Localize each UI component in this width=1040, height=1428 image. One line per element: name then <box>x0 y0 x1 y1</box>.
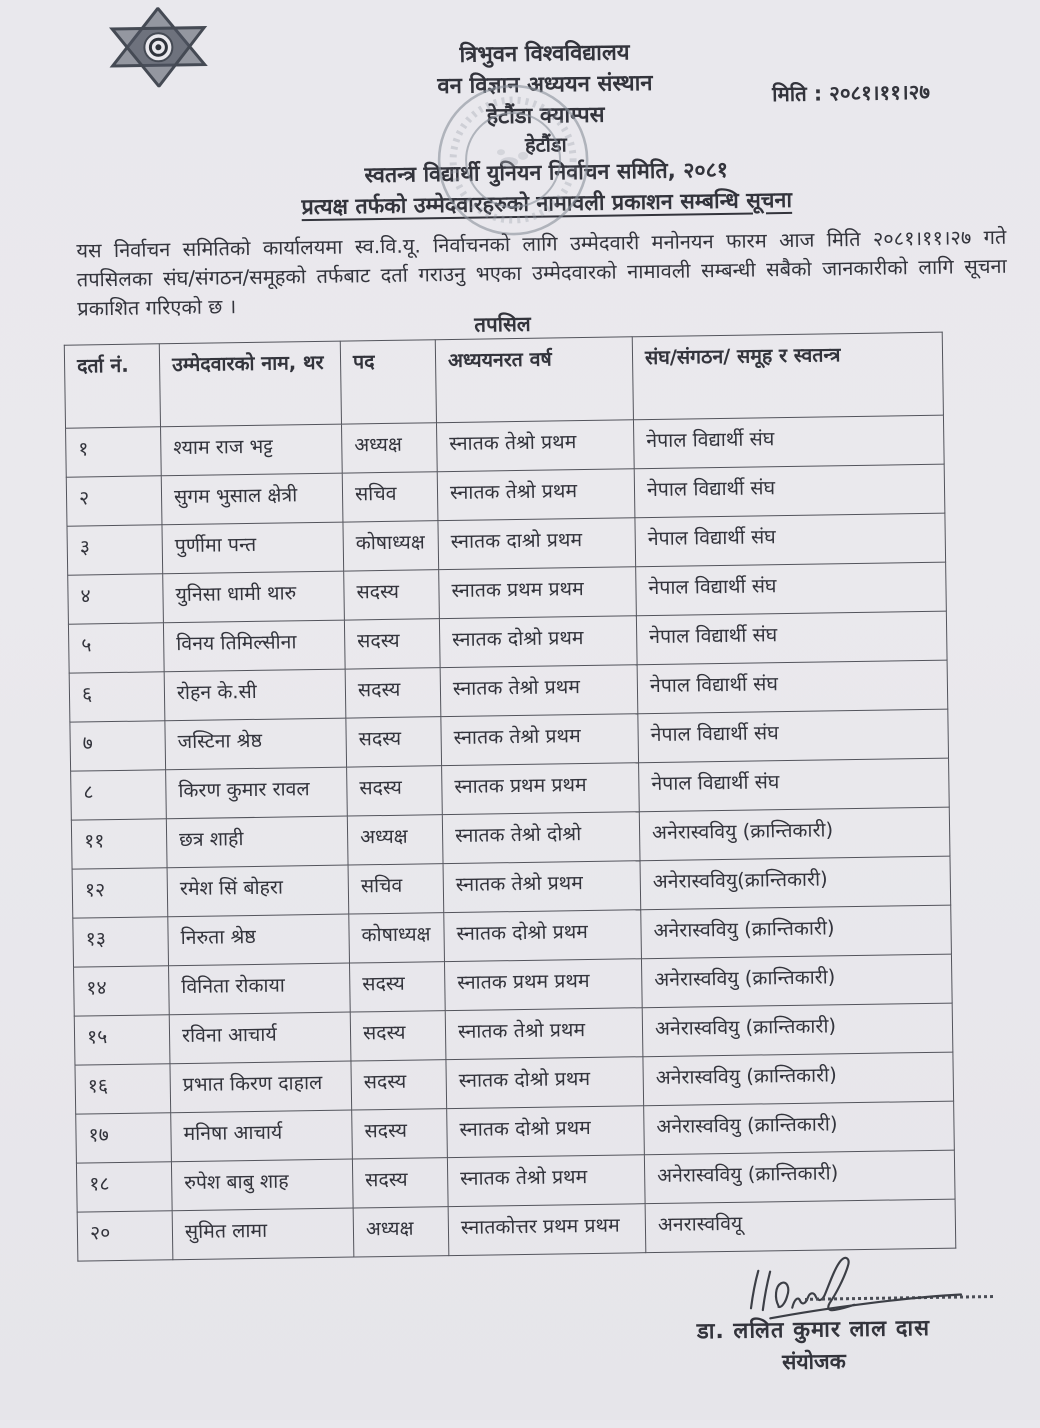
table-cell: १२ <box>72 868 168 918</box>
table-cell: ७ <box>70 721 166 771</box>
table-cell: स्नातक तेश्रो प्रथम <box>437 469 635 521</box>
table-cell: सुगम भुसाल क्षेत्री <box>161 473 343 525</box>
table-cell: अध्यक्ष <box>341 423 437 473</box>
table-cell: नेपाल विद्यार्थी संघ <box>633 415 944 469</box>
table-cell: अध्यक्ष <box>353 1207 449 1257</box>
table-cell: मनिषा आचार्य <box>171 1110 353 1162</box>
university-name: त्रिभुवन विश्वविद्यालय <box>459 40 630 68</box>
table-cell: सदस्य <box>349 962 445 1012</box>
table-cell: सदस्य <box>344 570 440 620</box>
column-header: पद <box>340 340 436 424</box>
table-cell: युनिसा धामी थारु <box>163 571 345 623</box>
table-cell: १ <box>66 427 162 477</box>
table-caption: तपसिल <box>474 311 531 337</box>
table-cell: अनेरास्ववियु (क्रान्तिकारी) <box>639 807 950 861</box>
column-header: उम्मेदवारको नाम, थर <box>159 341 341 427</box>
signatory-name: डा. ललित कुमार लाल दास <box>696 1315 931 1345</box>
table-cell: नेपाल विद्यार्थी संघ <box>636 562 947 616</box>
table-cell: अध्यक्ष <box>347 815 443 865</box>
table-cell: अनरास्ववियू <box>645 1199 956 1253</box>
table-cell: २ <box>66 476 162 526</box>
table-cell: अनेरास्ववियु (क्रान्तिकारी) <box>642 1003 953 1057</box>
table-cell: निरुता श्रेष्ठ <box>168 914 350 966</box>
table-cell: सदस्य <box>352 1158 448 1208</box>
column-header: संघ/संगठन/ समूह र स्वतन्त्र <box>632 332 943 420</box>
table-cell: १७ <box>76 1113 172 1163</box>
table-cell: सदस्य <box>352 1109 448 1159</box>
table-cell: २० <box>77 1211 173 1261</box>
table-cell: अनेरास्ववियु (क्रान्तिकारी) <box>644 1101 955 1155</box>
table-body <box>66 415 956 1261</box>
table-cell: नेपाल विद्यार्थी संघ <box>636 611 947 665</box>
column-header: अध्ययनरत वर्ष <box>435 337 633 423</box>
table-cell: कोषाध्यक्ष <box>343 521 439 571</box>
table-cell: नेपाल विद्यार्थी संघ <box>635 513 946 567</box>
table-cell: सदस्य <box>346 717 442 767</box>
table-cell: सदस्य <box>345 668 441 718</box>
table-cell: स्नातक तेश्रो प्रथम <box>443 861 641 913</box>
table-cell: १८ <box>76 1162 172 1212</box>
table-cell: रमेश सिं बोहरा <box>167 865 349 917</box>
table-cell: स्नातक तेश्रो प्रथम <box>440 665 638 717</box>
table-cell: ११ <box>71 819 167 869</box>
table-cell: स्नातक दोश्रो प्रथम <box>446 1057 644 1109</box>
notice-title: प्रत्यक्ष तर्फको उम्मेदवारहरुको नामावली प्रकाशन सम्बन्धि सूचना <box>301 187 793 221</box>
table-cell: सुमित लामा <box>172 1208 354 1260</box>
table-cell: कोषाध्यक्ष <box>349 913 445 963</box>
table-cell: जस्टिना श्रेष्ठ <box>165 718 347 770</box>
table-cell: सदस्य <box>351 1060 447 1110</box>
table-cell: स्नातकोत्तर प्रथम प्रथम <box>448 1204 646 1256</box>
table-header-row <box>64 332 943 428</box>
table-cell: सचिव <box>342 472 438 522</box>
table-cell: स्नातक दोश्रो प्रथम <box>439 616 637 668</box>
column-header: दर्ता नं. <box>64 344 160 428</box>
table-cell: स्नातक प्रथम प्रथम <box>442 763 640 815</box>
table-cell: रोहन के.सी <box>164 669 346 721</box>
table-cell: स्नातक तेश्रो प्रथम <box>445 1008 643 1060</box>
table-cell: स्नातक तेश्रो दोश्रो <box>442 812 640 864</box>
candidate-table <box>64 332 957 1262</box>
table-cell: रविना आचार्य <box>169 1012 351 1064</box>
table-cell: स्नातक तेश्रो प्रथम <box>436 420 634 472</box>
notice-body-paragraph: यस निर्वाचन समितिको कार्यालयमा स्व.वि.यू. निर्वाचनको लागि उम्मेदवारी मनोनयन फारम आज मिति २०८१।११।२७ गते तपसिलका संघ/संगठन/समूहको तर्फबाट दर्ता गराउनु भएका उम्मेदवारको नामावली सम्बन्धी सबैको जानकारीको लागि सूचना प्रकाशित गरिएको छ । <box>76 224 1007 321</box>
table-cell: विनय तिमिल्सीना <box>163 620 345 672</box>
table-cell: स्नातक दोश्रो प्रथम <box>444 910 642 962</box>
table-cell: स्नातक तेश्रो प्रथम <box>441 714 639 766</box>
table-cell: स्नातक प्रथम प्रथम <box>439 567 637 619</box>
campus-location: हेटौंडा <box>524 132 567 157</box>
date-label: मिति : २०८१।११।२७ <box>771 79 931 107</box>
table-cell: १३ <box>73 917 169 967</box>
table-cell: किरण कुमार रावल <box>166 767 348 819</box>
table-cell: रुपेश बाबु शाह <box>171 1159 353 1211</box>
signatory-title: संयोजक <box>782 1349 846 1375</box>
table-cell: अनेरास्ववियु (क्रान्तिकारी) <box>641 954 952 1008</box>
table-cell: श्याम राज भट्ट <box>161 424 343 476</box>
table-cell: सचिव <box>348 864 444 914</box>
committee-name: स्वतन्त्र विद्यार्थी युनियन निर्वाचन समिति, २०८१ <box>364 157 729 189</box>
table-cell: नेपाल विद्यार्थी संघ <box>637 660 948 714</box>
institute-name: वन विज्ञान अध्ययन संस्थान <box>437 70 653 100</box>
table-cell: ५ <box>68 623 164 673</box>
table-cell: स्नातक दाश्रो प्रथम <box>438 518 636 570</box>
table-cell: सदस्य <box>350 1011 446 1061</box>
table-cell: छत्र शाही <box>166 816 348 868</box>
table-cell: अनेरास्ववियु(क्रान्तिकारी) <box>640 856 951 910</box>
table-cell: ८ <box>71 770 167 820</box>
table-cell: स्नातक दोश्रो प्रथम <box>447 1106 645 1158</box>
table-cell: १६ <box>75 1064 171 1114</box>
table-cell: १५ <box>74 1015 170 1065</box>
table-cell: सदस्य <box>347 766 443 816</box>
table-cell: अनेरास्ववियु (क्रान्तिकारी) <box>643 1052 954 1106</box>
table-cell: नेपाल विद्यार्थी संघ <box>634 464 945 518</box>
table-cell: ३ <box>67 525 163 575</box>
table-cell: स्नातक तेश्रो प्रथम <box>447 1155 645 1207</box>
table-cell: नेपाल विद्यार्थी संघ <box>639 758 950 812</box>
table-cell: पुर्णीमा पन्त <box>162 522 344 574</box>
table-cell: सदस्य <box>344 619 440 669</box>
table-cell: ४ <box>68 574 164 624</box>
table-cell: प्रभात किरण दाहाल <box>170 1061 352 1113</box>
table-cell: ६ <box>69 672 165 722</box>
table-cell: नेपाल विद्यार्थी संघ <box>638 709 949 763</box>
table-cell: अनेरास्ववियु (क्रान्तिकारी) <box>641 905 952 959</box>
campus-name: हेटौंडा क्याम्पस <box>486 102 605 130</box>
table-cell: अनेरास्ववियु (क्रान्तिकारी) <box>644 1150 955 1204</box>
table-cell: १४ <box>74 966 170 1016</box>
table-cell: विनिता रोकाया <box>169 963 351 1015</box>
table-cell: स्नातक प्रथम प्रथम <box>444 959 642 1011</box>
